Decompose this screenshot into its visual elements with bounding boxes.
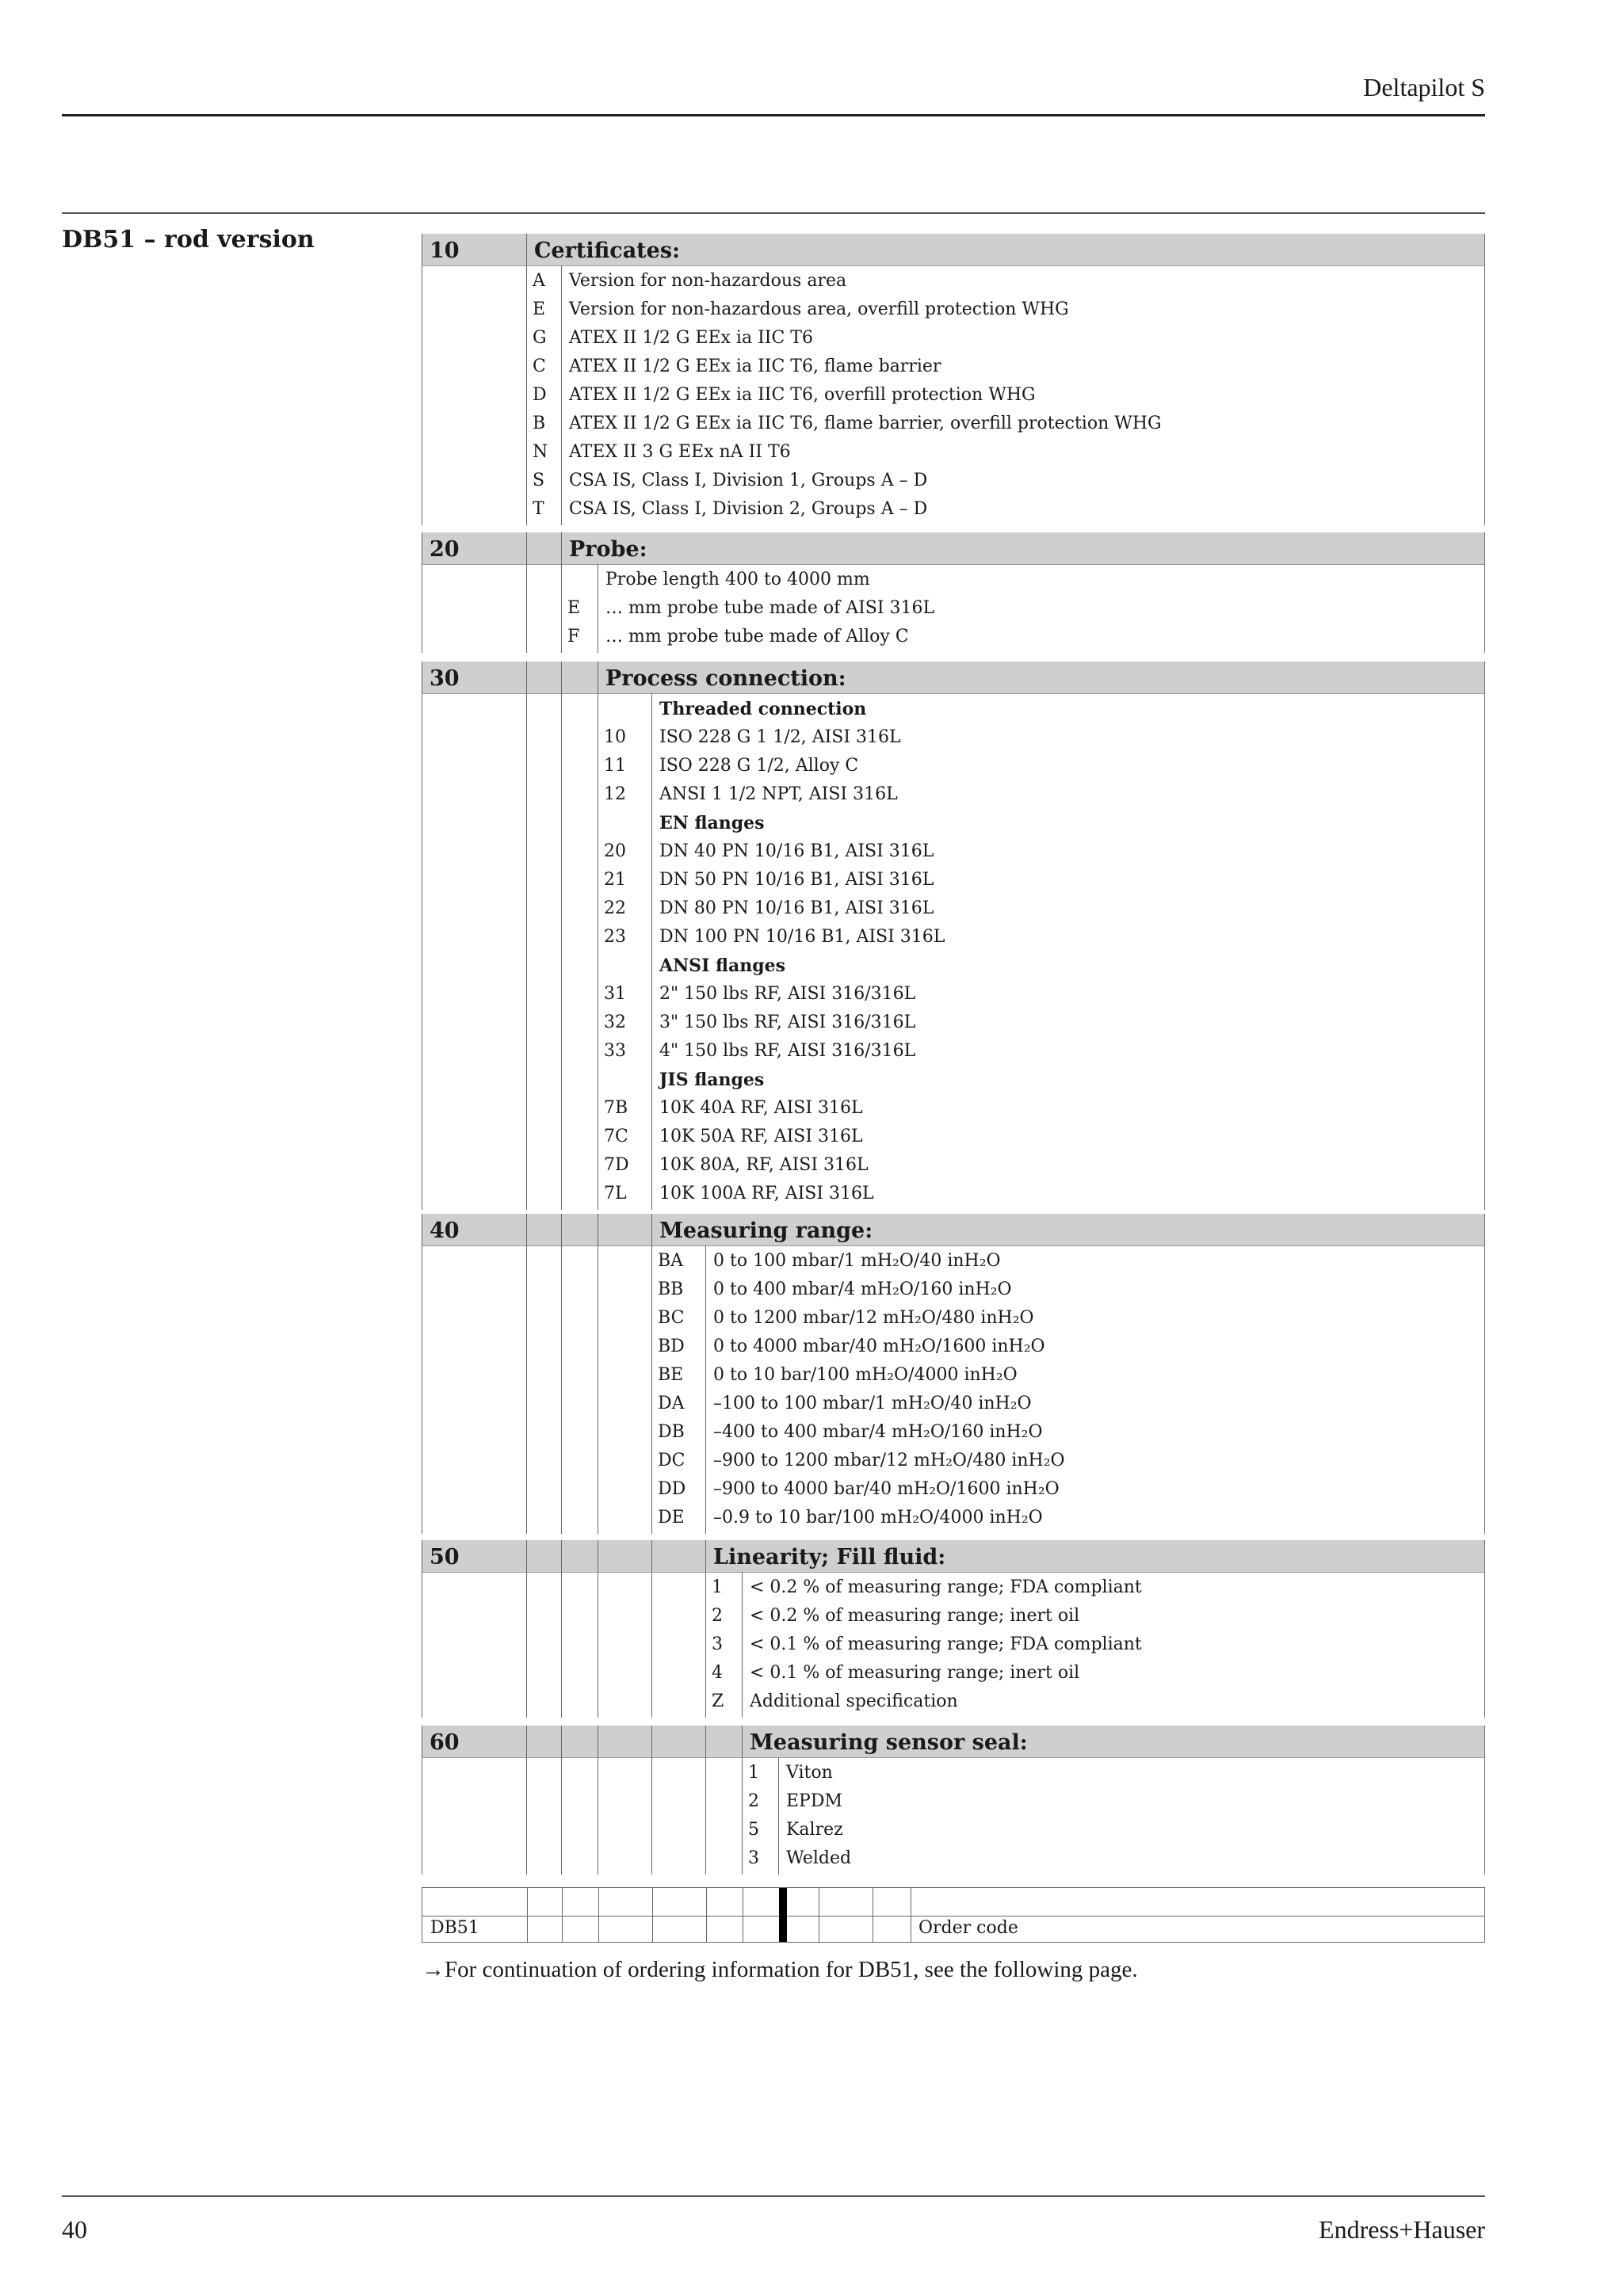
block-header — [422, 1540, 1485, 1573]
option-group-heading: EN flanges — [659, 813, 765, 833]
option-description: ISO 228 G 1 1/2, AISI 316L — [659, 727, 901, 747]
option-description: < 0.2 % of measuring range; inert oil — [750, 1606, 1080, 1626]
list-item — [422, 780, 1485, 809]
option-code: 2 — [712, 1606, 723, 1626]
list-item — [422, 566, 1485, 594]
section-title: DB51 – rod version — [62, 226, 315, 254]
option-description: –0.9 to 10 bar/100 mH₂O/4000 inH₂O — [713, 1508, 1043, 1527]
option-group-heading: ANSI flanges — [659, 955, 786, 976]
option-code: G — [533, 328, 547, 348]
option-code: 31 — [604, 984, 626, 1004]
section-rule — [62, 212, 1485, 214]
option-code: 21 — [604, 870, 626, 890]
list-item — [422, 1361, 1485, 1390]
block-title: Measuring range: — [659, 1219, 873, 1243]
list-item — [422, 594, 1485, 623]
block-number: 30 — [430, 666, 460, 691]
list-item — [422, 1180, 1485, 1208]
list-item — [422, 1759, 1485, 1787]
block-sensor-seal — [422, 1726, 1485, 1875]
option-code: DD — [658, 1479, 686, 1499]
option-description: Probe length 400 to 4000 mm — [605, 570, 870, 589]
list-item — [422, 1094, 1485, 1123]
option-code: 7L — [604, 1184, 627, 1203]
option-description: Welded — [786, 1848, 852, 1868]
list-item — [422, 1276, 1485, 1304]
option-description: –900 to 4000 bar/40 mH₂O/1600 inH₂O — [713, 1479, 1060, 1499]
list-item — [422, 1844, 1485, 1873]
option-code: DA — [658, 1394, 685, 1413]
block-number: 50 — [430, 1545, 460, 1569]
option-code: DE — [658, 1508, 685, 1527]
list-item — [422, 1602, 1485, 1630]
option-description: < 0.1 % of measuring range; FDA compliant — [750, 1634, 1142, 1654]
option-description: –100 to 100 mbar/1 mH₂O/40 inH₂O — [713, 1394, 1032, 1413]
list-item — [422, 467, 1485, 495]
option-description: Version for non-hazardous area — [569, 271, 847, 291]
block-certificates — [422, 234, 1485, 525]
list-item — [422, 1787, 1485, 1816]
option-description: … mm probe tube made of AISI 316L — [605, 598, 935, 618]
option-code: BD — [658, 1337, 685, 1356]
option-description: Kalrez — [786, 1820, 843, 1840]
list-item — [422, 952, 1485, 980]
order-table-divider — [422, 1916, 1484, 1917]
option-description: ATEX II 1/2 G EEx ia IIC T6, flame barrier, overfill protection WHG — [569, 414, 1162, 433]
option-code: 33 — [604, 1041, 626, 1061]
option-description: –400 to 400 mbar/4 mH₂O/160 inH₂O — [713, 1422, 1043, 1442]
order-col-line — [598, 1888, 599, 1942]
option-code: E — [533, 299, 546, 319]
block-title: Measuring sensor seal: — [750, 1730, 1028, 1755]
option-code: A — [533, 271, 545, 291]
option-description: ANSI 1 1/2 NPT, AISI 316L — [659, 784, 898, 804]
option-description: 2" 150 lbs RF, AISI 316/316L — [659, 984, 916, 1004]
block-header — [422, 1214, 1485, 1246]
option-description: 0 to 1200 mbar/12 mH₂O/480 inH₂O — [713, 1308, 1034, 1328]
list-item — [422, 1573, 1485, 1602]
option-description: 0 to 4000 mbar/40 mH₂O/1600 inH₂O — [713, 1337, 1045, 1356]
list-item — [422, 1688, 1485, 1716]
list-item — [422, 752, 1485, 780]
option-code: 7B — [604, 1098, 628, 1118]
option-description: ATEX II 1/2 G EEx ia IIC T6, overfill protection WHG — [569, 385, 1036, 405]
list-item — [422, 837, 1485, 866]
option-description: 0 to 100 mbar/1 mH₂O/40 inH₂O — [713, 1251, 1001, 1271]
option-description: Additional specification — [750, 1691, 958, 1711]
list-item — [422, 1390, 1485, 1418]
list-item — [422, 410, 1485, 438]
block-title: Probe: — [569, 537, 647, 562]
option-code: 20 — [604, 841, 626, 861]
list-item — [422, 267, 1485, 296]
block-number: 10 — [430, 238, 460, 263]
option-code: 32 — [604, 1013, 626, 1032]
order-col-line — [527, 1888, 528, 1942]
block-title: Process connection: — [605, 666, 846, 691]
order-product-code: DB51 — [430, 1918, 479, 1938]
option-description: CSA IS, Class I, Division 1, Groups A – D — [569, 471, 928, 490]
list-item — [422, 1816, 1485, 1844]
list-item — [422, 1247, 1485, 1276]
option-code: 22 — [604, 898, 626, 918]
option-description: ATEX II 1/2 G EEx ia IIC T6, flame barrier — [569, 357, 941, 376]
option-code: BE — [658, 1365, 684, 1385]
order-col-line — [706, 1888, 707, 1942]
list-item — [422, 866, 1485, 894]
option-code: E — [567, 598, 581, 618]
block-linearity-fill-fluid — [422, 1540, 1485, 1718]
option-description: 0 to 400 mbar/4 mH₂O/160 inH₂O — [713, 1280, 1012, 1299]
list-item — [422, 1151, 1485, 1180]
option-code: 3 — [712, 1634, 723, 1654]
option-code: BA — [658, 1251, 684, 1271]
option-code: 7D — [604, 1155, 629, 1175]
option-code: 5 — [748, 1820, 759, 1840]
option-code: N — [533, 442, 548, 462]
block-process-connection — [422, 662, 1485, 1210]
block-header — [422, 532, 1485, 565]
option-description: … mm probe tube made of Alloy C — [605, 627, 909, 646]
option-description: 10K 40A RF, AISI 316L — [659, 1098, 863, 1118]
option-code: BC — [658, 1308, 685, 1328]
list-item — [422, 1037, 1485, 1066]
block-probe — [422, 532, 1485, 653]
option-code: 12 — [604, 784, 626, 804]
list-item — [422, 1504, 1485, 1532]
option-code: 7C — [604, 1127, 628, 1146]
option-code: 4 — [712, 1663, 723, 1683]
option-code: F — [567, 627, 580, 646]
block-number: 60 — [430, 1730, 460, 1755]
option-code: B — [533, 414, 546, 433]
option-code: 2 — [748, 1791, 759, 1811]
list-item — [422, 296, 1485, 324]
list-item — [422, 1123, 1485, 1151]
option-code: DC — [658, 1451, 685, 1470]
list-item — [422, 980, 1485, 1009]
footer-rule — [62, 2195, 1485, 2197]
option-description: DN 80 PN 10/16 B1, AISI 316L — [659, 898, 934, 918]
order-separator-bar — [779, 1888, 787, 1942]
option-code: Z — [712, 1691, 724, 1711]
option-description: 0 to 10 bar/100 mH₂O/4000 inH₂O — [713, 1365, 1018, 1385]
option-description: ATEX II 3 G EEx nA II T6 — [569, 442, 791, 462]
order-col-line — [652, 1888, 653, 1942]
block-number: 20 — [430, 537, 460, 562]
option-description: < 0.1 % of measuring range; inert oil — [750, 1663, 1080, 1683]
option-description: ATEX II 1/2 G EEx ia IIC T6 — [569, 328, 813, 348]
option-description: DN 40 PN 10/16 B1, AISI 316L — [659, 841, 934, 861]
option-description: 10K 100A RF, AISI 316L — [659, 1184, 874, 1203]
list-item — [422, 894, 1485, 923]
option-code: C — [533, 357, 546, 376]
continuation-note: →For continuation of ordering information for DB51, see the following page. — [422, 1957, 1138, 1982]
order-code-table — [422, 1887, 1485, 1943]
option-code: 11 — [604, 756, 626, 776]
block-title: Linearity; Fill fluid: — [713, 1545, 946, 1569]
list-item — [422, 723, 1485, 752]
option-description: 10K 80A, RF, AISI 316L — [659, 1155, 869, 1175]
option-code: 1 — [748, 1763, 759, 1783]
list-item — [422, 381, 1485, 410]
list-item — [422, 438, 1485, 467]
block-title: Certificates: — [534, 238, 681, 263]
option-code: D — [533, 385, 547, 405]
list-item — [422, 1630, 1485, 1659]
list-item — [422, 695, 1485, 723]
option-code: BB — [658, 1280, 684, 1299]
option-description: 3" 150 lbs RF, AISI 316/316L — [659, 1013, 916, 1032]
option-description: DN 50 PN 10/16 B1, AISI 316L — [659, 870, 934, 890]
header-title: Deltapilot S — [1363, 73, 1485, 101]
list-item — [422, 1304, 1485, 1333]
option-code: 23 — [604, 927, 626, 947]
block-number: 40 — [430, 1219, 460, 1243]
option-description: CSA IS, Class I, Division 2, Groups A – D — [569, 499, 928, 519]
list-item — [422, 353, 1485, 381]
list-item — [422, 1447, 1485, 1475]
order-col-line — [562, 1888, 563, 1942]
option-description: DN 100 PN 10/16 B1, AISI 316L — [659, 927, 945, 947]
option-code: 1 — [712, 1577, 723, 1597]
list-item — [422, 1659, 1485, 1688]
option-group-heading: JIS flanges — [659, 1070, 765, 1090]
list-item — [422, 1418, 1485, 1447]
list-item — [422, 1475, 1485, 1504]
list-item — [422, 1333, 1485, 1361]
option-code: T — [533, 499, 544, 519]
block-header — [422, 234, 1485, 266]
list-item — [422, 809, 1485, 837]
option-description: < 0.2 % of measuring range; FDA compliant — [750, 1577, 1142, 1597]
list-item — [422, 923, 1485, 952]
list-item — [422, 495, 1485, 524]
list-item — [422, 1009, 1485, 1037]
option-description: EPDM — [786, 1791, 843, 1811]
option-description: –900 to 1200 mbar/12 mH₂O/480 inH₂O — [713, 1451, 1065, 1470]
page-number: 40 — [62, 2215, 87, 2244]
option-code: S — [533, 471, 545, 490]
list-item — [422, 623, 1485, 651]
block-header — [422, 1726, 1485, 1758]
header-rule — [62, 114, 1485, 116]
option-code: 3 — [748, 1848, 759, 1868]
option-group-heading: Threaded connection — [659, 699, 867, 719]
option-description: ISO 228 G 1/2, Alloy C — [659, 756, 859, 776]
list-item — [422, 1066, 1485, 1094]
order-code-label: Order code — [918, 1918, 1018, 1938]
option-code: 10 — [604, 727, 626, 747]
option-code: DB — [658, 1422, 685, 1442]
option-description: Viton — [786, 1763, 833, 1783]
block-measuring-range — [422, 1214, 1485, 1534]
option-description: 4" 150 lbs RF, AISI 316/316L — [659, 1041, 916, 1061]
option-description: 10K 50A RF, AISI 316L — [659, 1127, 863, 1146]
list-item — [422, 324, 1485, 353]
footer-brand: Endress+Hauser — [1319, 2215, 1485, 2244]
block-header — [422, 662, 1485, 694]
option-description: Version for non-hazardous area, overfill protection WHG — [569, 299, 1069, 319]
